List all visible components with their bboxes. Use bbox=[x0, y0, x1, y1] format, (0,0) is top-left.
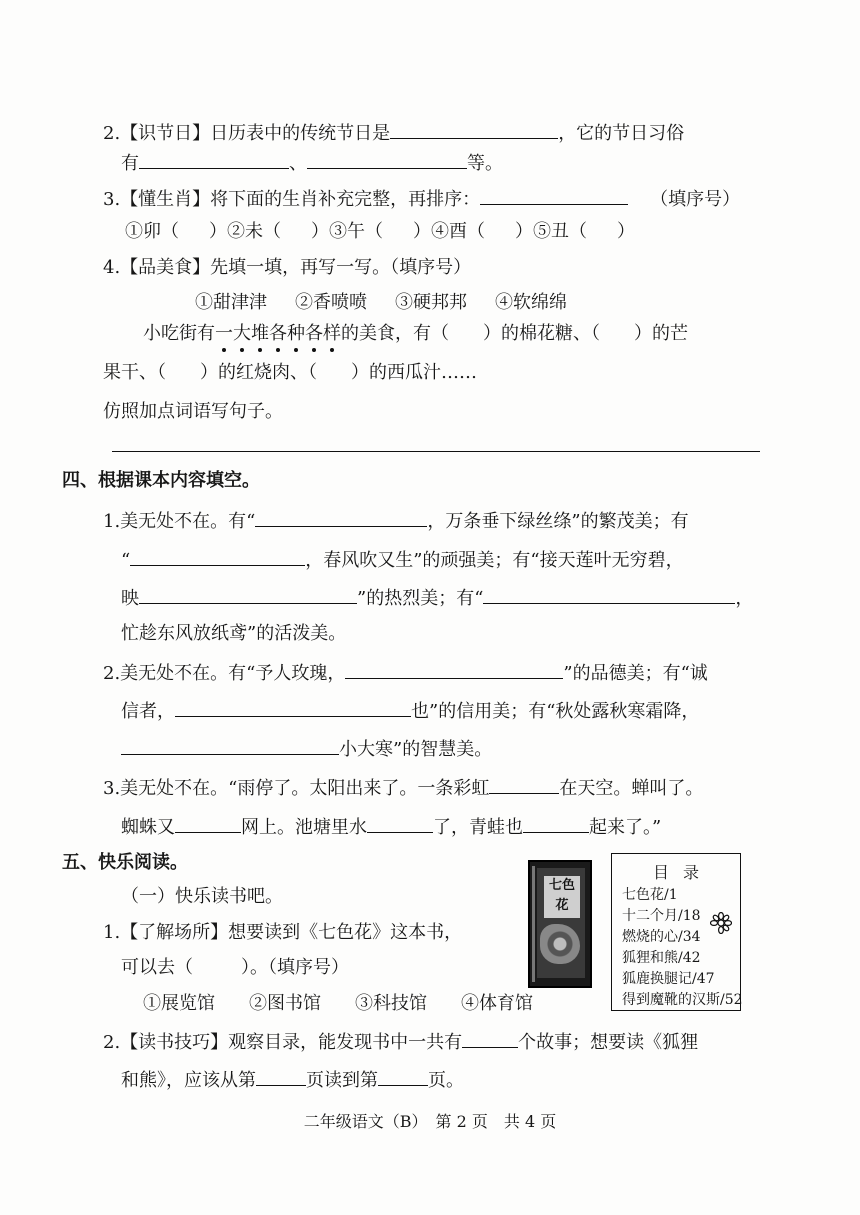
option-item: ①展览馆 bbox=[143, 993, 215, 1014]
option-item: ②图书馆 bbox=[249, 993, 321, 1014]
q3-zodiac-items bbox=[125, 221, 635, 243]
zodiac-item: ）⑤丑（ bbox=[515, 221, 587, 242]
section4-heading: 四、根据课本内容填空。 bbox=[62, 470, 260, 491]
option-item: ③硬邦邦 bbox=[395, 292, 467, 313]
q4-paragraph-line1: 小吃街有一大堆各种各样的美食，有（ ）的棉花糖、（ ）的芒 bbox=[143, 323, 688, 344]
answer-blank[interactable] bbox=[378, 1068, 428, 1086]
toc-item: 狐鹿换腿记/47 bbox=[622, 971, 715, 987]
section5-heading: 五、快乐阅读。 bbox=[62, 852, 188, 873]
book-cover-title: 七色花 bbox=[544, 876, 580, 918]
answer-blank[interactable] bbox=[489, 776, 559, 794]
answer-blank[interactable] bbox=[367, 815, 433, 833]
answer-blank[interactable] bbox=[462, 1030, 518, 1048]
dotted-char: 大 bbox=[233, 323, 251, 344]
toc-heading: 目录 bbox=[652, 863, 713, 882]
dotted-char: 样 bbox=[323, 323, 341, 344]
zodiac-item: ）④酉（ bbox=[413, 221, 485, 242]
answer-blank[interactable] bbox=[139, 586, 357, 604]
toc-item: 燃烧的心/34 bbox=[622, 929, 701, 945]
dotted-char: 种 bbox=[287, 323, 305, 344]
option-item: ④体育馆 bbox=[461, 993, 533, 1014]
q2-line2: 有 、 等。 bbox=[121, 153, 503, 174]
toc-item: 得到魔靴的汉斯/52 bbox=[622, 992, 743, 1008]
zodiac-item: ①卯（ bbox=[125, 221, 179, 242]
answer-blank[interactable] bbox=[175, 699, 411, 717]
q3-line1: 3.【懂生肖】将下面的生肖补充完整，再排序： （填序号） bbox=[103, 189, 741, 210]
s4-q1-line2: “ ，春风吹又生”的顽强美；有“接天莲叶无穷碧， bbox=[121, 550, 684, 571]
answer-blank[interactable] bbox=[121, 737, 339, 755]
q4-paragraph-line2: 果干、（ ）的红烧肉、（ ）的西瓜汁…… bbox=[103, 362, 477, 383]
writing-line[interactable] bbox=[112, 451, 760, 452]
s4-q3-line2: 蜘蛛又 网上。池塘里水 了，青蛙也 起来了。” bbox=[121, 817, 662, 838]
book-cover-illustration bbox=[540, 924, 580, 964]
zodiac-item: ）③午（ bbox=[311, 221, 383, 242]
s4-q3-line1: 3.美无处不在。“雨停了。太阳出来了。一条彩虹 在天空。蝉叫了。 bbox=[103, 778, 704, 799]
dotted-char: 堆 bbox=[251, 323, 269, 344]
toc-item: 狐狸和熊/42 bbox=[622, 950, 701, 966]
answer-blank[interactable] bbox=[139, 151, 289, 169]
s4-q2-line3: 小大寒”的智慧美。 bbox=[121, 737, 492, 761]
dotted-char: 一 bbox=[215, 323, 233, 344]
option-item: ①甜津津 bbox=[195, 292, 267, 313]
s5-q2-line2: 和熊》，应该从第 页读到第 页。 bbox=[121, 1070, 464, 1091]
zodiac-item: ）②未（ bbox=[209, 221, 281, 242]
answer-blank[interactable] bbox=[483, 586, 735, 604]
s5-q1-line2: 可以去（ ）。（填序号） bbox=[121, 957, 349, 978]
table-of-contents bbox=[611, 853, 741, 1011]
book-spine bbox=[532, 866, 535, 982]
answer-blank[interactable] bbox=[175, 815, 241, 833]
toc-item: 七色花/1 bbox=[622, 887, 678, 903]
s4-q2-line1: 2.美无处不在。有“予人玫瑰， ”的品德美；有“诚 bbox=[103, 663, 708, 684]
answer-blank[interactable] bbox=[130, 548, 305, 566]
s4-q2-line2: 信者， 也”的信用美；有“秋处露秋寒霜降， bbox=[121, 701, 700, 722]
answer-blank[interactable] bbox=[307, 151, 467, 169]
section5-subheading: （一）快乐读书吧。 bbox=[121, 886, 283, 907]
s4-q1-line1: 1.美无处不在。有“ ，万条垂下绿丝绦”的繁茂美；有 bbox=[103, 511, 689, 532]
answer-blank[interactable] bbox=[523, 815, 589, 833]
flower-icon bbox=[710, 912, 732, 934]
q2-line1: 2.【识节日】日历表中的传统节日是 ，它的节日习俗 bbox=[103, 123, 685, 144]
q4-options bbox=[195, 292, 567, 314]
s4-q1-line3: 映 ”的热烈美；有“ ， bbox=[121, 588, 754, 609]
answer-blank[interactable] bbox=[255, 509, 427, 527]
answer-blank[interactable] bbox=[256, 1068, 306, 1086]
toc-item: 十二个月/18 bbox=[622, 908, 701, 924]
book-cover-image bbox=[528, 860, 592, 988]
answer-blank[interactable] bbox=[480, 187, 628, 205]
page-footer: 二年级语文（B） 第 2 页 共 4 页 bbox=[303, 1112, 557, 1131]
answer-blank[interactable] bbox=[390, 121, 558, 139]
s4-q1-line4: 忙趁东风放纸鸢”的活泼美。 bbox=[121, 623, 347, 644]
option-item: ④软绵绵 bbox=[495, 292, 567, 313]
option-item: ②香喷喷 bbox=[295, 292, 367, 313]
s5-q1-options bbox=[143, 993, 533, 1015]
q4-title: 4.【品美食】先填一填，再写一写。（填序号） bbox=[103, 257, 472, 278]
dotted-char: 各 bbox=[305, 323, 323, 344]
s5-q1-line1: 1.【了解场所】想要读到《七色花》这本书， bbox=[103, 922, 463, 943]
dotted-char: 各 bbox=[269, 323, 287, 344]
q4-imitate-instruction: 仿照加点词语写句子。 bbox=[103, 401, 283, 422]
answer-blank[interactable] bbox=[345, 661, 563, 679]
option-item: ③科技馆 bbox=[355, 993, 427, 1014]
zodiac-item: ） bbox=[617, 221, 635, 242]
s5-q2-line1: 2.【读书技巧】观察目录，能发现书中一共有 个故事；想要读《狐狸 bbox=[103, 1032, 699, 1053]
